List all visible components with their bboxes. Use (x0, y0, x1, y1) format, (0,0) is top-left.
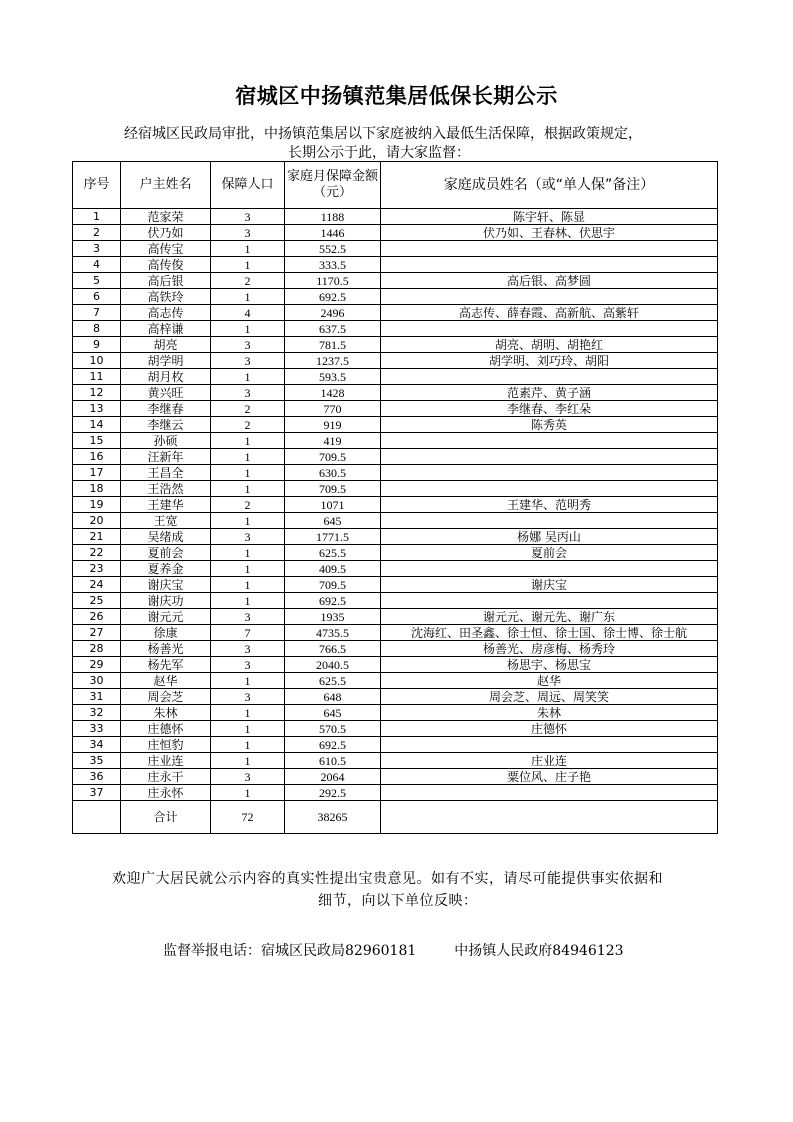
row-people: 3 (211, 337, 285, 353)
row-index: 30 (73, 673, 121, 689)
row-people: 1 (211, 465, 285, 481)
table-row (73, 449, 718, 465)
row-amount: 781.5 (285, 337, 381, 353)
table-row (73, 209, 718, 225)
row-amount: 709.5 (285, 449, 381, 465)
row-members (381, 321, 718, 337)
header-people: 保障人口 (211, 162, 285, 209)
row-people: 3 (211, 209, 285, 225)
header-members: 家庭成员姓名（或“单人保”备注） (381, 162, 718, 209)
row-people: 3 (211, 657, 285, 673)
row-head-name: 徐康 (121, 625, 211, 641)
row-index: 14 (73, 417, 121, 433)
feedback-text-line1: 欢迎广大居民就公示内容的真实性提出宝贵意见。如有不实，请尽可能提供事实依据和 (112, 871, 663, 887)
row-amount: 766.5 (285, 641, 381, 657)
row-amount: 648 (285, 689, 381, 705)
row-people: 3 (211, 385, 285, 401)
table-row (73, 401, 718, 417)
row-people: 3 (211, 529, 285, 545)
row-people: 1 (211, 433, 285, 449)
table-row (73, 273, 718, 289)
row-amount: 709.5 (285, 577, 381, 593)
row-members: 杨娜 吴丙山 (381, 529, 718, 545)
row-index: 34 (73, 737, 121, 753)
row-head-name: 高传宝 (121, 241, 211, 257)
row-index: 4 (73, 257, 121, 273)
row-index: 12 (73, 385, 121, 401)
row-amount: 625.5 (285, 673, 381, 689)
row-amount: 552.5 (285, 241, 381, 257)
row-head-name: 杨先军 (121, 657, 211, 673)
row-head-name: 庄德怀 (121, 721, 211, 737)
row-members (381, 737, 718, 753)
table-row (73, 609, 718, 625)
row-people: 3 (211, 641, 285, 657)
feedback-text-line2: 细节，向以下单位反映： (318, 893, 478, 909)
total-label: 合计 (121, 801, 211, 834)
table-row (73, 705, 718, 721)
row-members: 庄德怀 (381, 721, 718, 737)
row-members: 谢庆宝 (381, 577, 718, 593)
table-row (73, 513, 718, 529)
row-people: 1 (211, 785, 285, 801)
table-row (73, 305, 718, 321)
row-amount: 709.5 (285, 481, 381, 497)
row-people: 1 (211, 257, 285, 273)
row-head-name: 庄永干 (121, 769, 211, 785)
intro-text-line2: 长期公示于此，请大家监督： (288, 145, 470, 161)
row-amount: 1446 (285, 225, 381, 241)
table-row (73, 417, 718, 433)
row-index: 15 (73, 433, 121, 449)
row-people: 1 (211, 737, 285, 753)
row-amount: 692.5 (285, 737, 381, 753)
row-index: 23 (73, 561, 121, 577)
row-amount: 1071 (285, 497, 381, 513)
row-members (381, 785, 718, 801)
row-members (381, 481, 718, 497)
row-members: 赵华 (381, 673, 718, 689)
table-row (73, 433, 718, 449)
row-head-name: 高传俊 (121, 257, 211, 273)
row-people: 3 (211, 689, 285, 705)
row-members: 李继春、李红朵 (381, 401, 718, 417)
row-index: 21 (73, 529, 121, 545)
row-amount: 770 (285, 401, 381, 417)
table-row (73, 385, 718, 401)
table-row (73, 321, 718, 337)
total-row (73, 801, 718, 834)
row-head-name: 胡亮 (121, 337, 211, 353)
row-index: 32 (73, 705, 121, 721)
row-members (381, 369, 718, 385)
total-index-cell (73, 801, 121, 834)
row-people: 4 (211, 305, 285, 321)
row-members: 高后银、高梦圆 (381, 273, 718, 289)
row-head-name: 夏前会 (121, 545, 211, 561)
row-head-name: 黄兴旺 (121, 385, 211, 401)
row-amount: 645 (285, 513, 381, 529)
row-index: 19 (73, 497, 121, 513)
row-index: 28 (73, 641, 121, 657)
row-head-name: 庄永怀 (121, 785, 211, 801)
total-amount: 38265 (285, 801, 381, 834)
row-people: 3 (211, 609, 285, 625)
row-amount: 630.5 (285, 465, 381, 481)
row-head-name: 王宽 (121, 513, 211, 529)
row-people: 3 (211, 769, 285, 785)
row-head-name: 王建华 (121, 497, 211, 513)
row-head-name: 王浩然 (121, 481, 211, 497)
row-people: 1 (211, 369, 285, 385)
intro-text-line1: 经宿城区民政局审批，中扬镇范集居以下家庭被纳入最低生活保障，根据政策规定， (124, 126, 642, 142)
row-people: 1 (211, 561, 285, 577)
row-members (381, 593, 718, 609)
row-amount: 610.5 (285, 753, 381, 769)
row-amount: 419 (285, 433, 381, 449)
header-index: 序号 (73, 162, 121, 209)
row-head-name: 庄业连 (121, 753, 211, 769)
row-amount: 593.5 (285, 369, 381, 385)
row-people: 1 (211, 449, 285, 465)
row-index: 10 (73, 353, 121, 369)
row-head-name: 范家荣 (121, 209, 211, 225)
row-index: 18 (73, 481, 121, 497)
row-head-name: 杨善光 (121, 641, 211, 657)
row-index: 37 (73, 785, 121, 801)
table-row (73, 657, 718, 673)
row-head-name: 周会芝 (121, 689, 211, 705)
row-amount: 570.5 (285, 721, 381, 737)
row-index: 33 (73, 721, 121, 737)
row-members: 谢元元、谢元先、谢广东 (381, 609, 718, 625)
row-members: 陈秀英 (381, 417, 718, 433)
table-row (73, 545, 718, 561)
row-members: 伏乃如、王春林、伏思宇 (381, 225, 718, 241)
row-amount: 625.5 (285, 545, 381, 561)
row-members: 高志传、薛春霞、高新航、高紫轩 (381, 305, 718, 321)
row-people: 1 (211, 577, 285, 593)
row-people: 1 (211, 545, 285, 561)
table-row (73, 465, 718, 481)
row-members: 杨善光、房彦梅、杨秀玲 (381, 641, 718, 657)
row-people: 2 (211, 417, 285, 433)
table-row (73, 673, 718, 689)
table-row (73, 241, 718, 257)
table-row (73, 641, 718, 657)
row-amount: 919 (285, 417, 381, 433)
row-amount: 1428 (285, 385, 381, 401)
row-amount: 637.5 (285, 321, 381, 337)
row-index: 7 (73, 305, 121, 321)
row-head-name: 胡月枚 (121, 369, 211, 385)
row-members (381, 257, 718, 273)
row-index: 31 (73, 689, 121, 705)
row-members: 范素芹、黄子涵 (381, 385, 718, 401)
row-index: 25 (73, 593, 121, 609)
row-index: 20 (73, 513, 121, 529)
row-head-name: 孙硕 (121, 433, 211, 449)
row-people: 7 (211, 625, 285, 641)
row-people: 2 (211, 401, 285, 417)
table-row (73, 785, 718, 801)
row-members: 夏前会 (381, 545, 718, 561)
row-head-name: 李继春 (121, 401, 211, 417)
row-index: 36 (73, 769, 121, 785)
row-amount: 1771.5 (285, 529, 381, 545)
row-members: 胡亮、胡明、胡艳红 (381, 337, 718, 353)
row-members: 朱林 (381, 705, 718, 721)
table-row (73, 289, 718, 305)
row-head-name: 夏养金 (121, 561, 211, 577)
row-amount: 692.5 (285, 289, 381, 305)
row-index: 11 (73, 369, 121, 385)
row-amount: 333.5 (285, 257, 381, 273)
table-row (73, 721, 718, 737)
row-people: 1 (211, 513, 285, 529)
row-amount: 1170.5 (285, 273, 381, 289)
row-head-name: 谢元元 (121, 609, 211, 625)
table-body (73, 209, 718, 801)
row-people: 1 (211, 721, 285, 737)
row-head-name: 谢庆功 (121, 593, 211, 609)
row-head-name: 朱林 (121, 705, 211, 721)
row-index: 26 (73, 609, 121, 625)
row-amount: 692.5 (285, 593, 381, 609)
row-index: 24 (73, 577, 121, 593)
row-members: 庄业连 (381, 753, 718, 769)
welfare-table (72, 161, 718, 834)
contact-town-government: 中扬镇人民政府84946123 (454, 943, 624, 959)
row-index: 9 (73, 337, 121, 353)
row-amount: 4735.5 (285, 625, 381, 641)
row-head-name: 伏乃如 (121, 225, 211, 241)
row-amount: 645 (285, 705, 381, 721)
row-head-name: 李继云 (121, 417, 211, 433)
total-people: 72 (211, 801, 285, 834)
row-members (381, 465, 718, 481)
table-row (73, 257, 718, 273)
header-head-name: 户主姓名 (121, 162, 211, 209)
row-people: 1 (211, 705, 285, 721)
row-people: 1 (211, 321, 285, 337)
row-amount: 1188 (285, 209, 381, 225)
row-people: 1 (211, 593, 285, 609)
table-row (73, 577, 718, 593)
table-row (73, 689, 718, 705)
row-head-name: 谢庆宝 (121, 577, 211, 593)
row-head-name: 庄恒豹 (121, 737, 211, 753)
row-members (381, 561, 718, 577)
row-index: 17 (73, 465, 121, 481)
row-members: 陈宇轩、陈显 (381, 209, 718, 225)
row-people: 2 (211, 497, 285, 513)
row-people: 1 (211, 481, 285, 497)
row-people: 1 (211, 241, 285, 257)
table-row (73, 769, 718, 785)
row-members (381, 513, 718, 529)
contact-civil-affairs: 监督举报电话：宿城区民政局82960181 (163, 943, 417, 959)
row-index: 13 (73, 401, 121, 417)
row-index: 29 (73, 657, 121, 673)
table-row (73, 753, 718, 769)
table-row (73, 737, 718, 753)
row-index: 27 (73, 625, 121, 641)
row-index: 22 (73, 545, 121, 561)
row-head-name: 胡学明 (121, 353, 211, 369)
row-head-name: 高铁玲 (121, 289, 211, 305)
row-amount: 1935 (285, 609, 381, 625)
row-head-name: 王昌全 (121, 465, 211, 481)
header-amount: 家庭月保障金额（元） (285, 162, 381, 209)
row-index: 16 (73, 449, 121, 465)
table-row (73, 561, 718, 577)
row-amount: 1237.5 (285, 353, 381, 369)
row-people: 1 (211, 289, 285, 305)
table-row (73, 593, 718, 609)
row-head-name: 高梓谦 (121, 321, 211, 337)
row-index: 2 (73, 225, 121, 241)
row-people: 3 (211, 353, 285, 369)
row-members (381, 433, 718, 449)
table-row (73, 625, 718, 641)
row-people: 3 (211, 225, 285, 241)
table-row (73, 353, 718, 369)
row-members: 王建华、范明秀 (381, 497, 718, 513)
table-row (73, 337, 718, 353)
row-amount: 2040.5 (285, 657, 381, 673)
page-title: 宿城区中扬镇范集居低保长期公示 (235, 84, 558, 108)
row-members: 周会芝、周远、周笑笑 (381, 689, 718, 705)
row-amount: 2064 (285, 769, 381, 785)
row-head-name: 赵华 (121, 673, 211, 689)
row-members (381, 289, 718, 305)
row-people: 1 (211, 673, 285, 689)
row-amount: 2496 (285, 305, 381, 321)
table-row (73, 529, 718, 545)
row-people: 1 (211, 753, 285, 769)
row-members: 粟位风、庄子艳 (381, 769, 718, 785)
row-head-name: 高志传 (121, 305, 211, 321)
row-head-name: 汪新年 (121, 449, 211, 465)
row-people: 2 (211, 273, 285, 289)
table-row (73, 497, 718, 513)
contact-line (163, 940, 624, 960)
row-index: 3 (73, 241, 121, 257)
row-amount: 409.5 (285, 561, 381, 577)
row-index: 5 (73, 273, 121, 289)
total-members-cell (381, 801, 718, 834)
row-members: 沈海红、田圣鑫、徐士恒、徐士国、徐士博、徐士航 (381, 625, 718, 641)
row-members (381, 449, 718, 465)
row-index: 35 (73, 753, 121, 769)
row-members: 胡学明、刘巧玲、胡阳 (381, 353, 718, 369)
table-row (73, 481, 718, 497)
row-index: 8 (73, 321, 121, 337)
row-head-name: 高后银 (121, 273, 211, 289)
row-members: 杨思宇、杨思宝 (381, 657, 718, 673)
row-index: 1 (73, 209, 121, 225)
table-row (73, 369, 718, 385)
row-members (381, 241, 718, 257)
row-amount: 292.5 (285, 785, 381, 801)
row-index: 6 (73, 289, 121, 305)
row-head-name: 吴绪成 (121, 529, 211, 545)
table-header-row (73, 162, 718, 209)
table-row (73, 225, 718, 241)
